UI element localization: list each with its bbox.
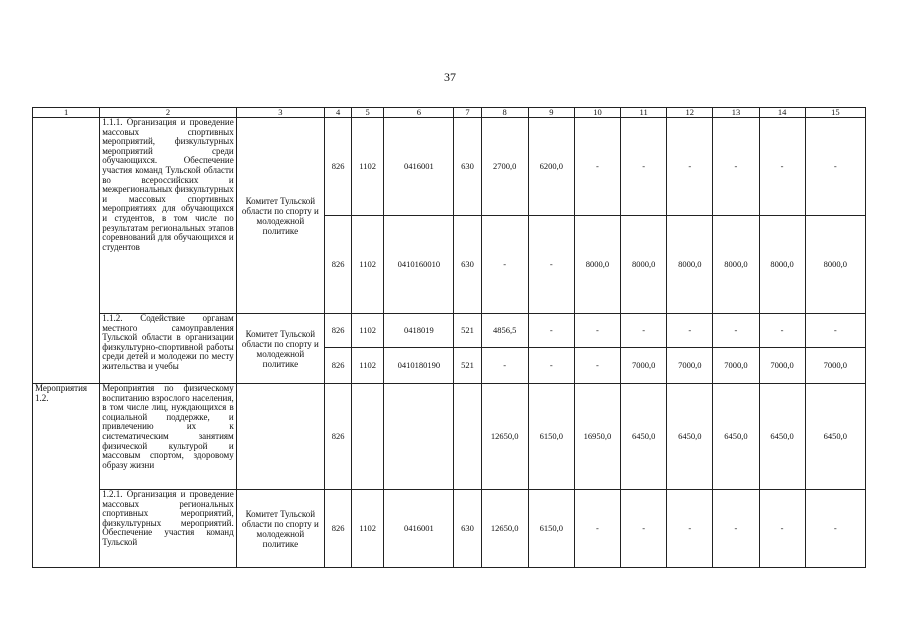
value-cell: 6450,0 bbox=[713, 384, 759, 490]
activity-description: 1.1.2. Содействие органам местного самоуправления Тульской области в организации физкультурно-спортивной работы среди детей и молодежи по месту жительства и учебы bbox=[100, 314, 236, 384]
empty-cell bbox=[33, 118, 100, 384]
value-cell bbox=[384, 384, 454, 490]
value-cell: 826 bbox=[325, 216, 352, 314]
value-cell: 8000,0 bbox=[667, 216, 713, 314]
value-cell: 6450,0 bbox=[667, 384, 713, 490]
value-cell: 826 bbox=[325, 348, 352, 384]
value-cell: 0410160010 bbox=[384, 216, 454, 314]
value-cell: - bbox=[667, 118, 713, 216]
activity-description: Мероприятия по физическому воспитанию взрослого населения, в том числе лиц, нуждающихся в социальной поддержке, и привлечению их к систематическим занятиям физической культурой и массовым спортом, здоровому образу жизни bbox=[100, 384, 236, 490]
header-cell: 7 bbox=[454, 108, 481, 118]
value-cell: 1102 bbox=[352, 216, 384, 314]
header-cell: 3 bbox=[236, 108, 324, 118]
budget-table bbox=[32, 107, 866, 568]
value-cell: 16950,0 bbox=[574, 384, 620, 490]
table-row bbox=[33, 314, 866, 348]
value-cell: - bbox=[667, 490, 713, 568]
value-cell: 8000,0 bbox=[805, 216, 865, 314]
value-cell: 12650,0 bbox=[481, 490, 528, 568]
value-cell: 8000,0 bbox=[713, 216, 759, 314]
value-cell: 8000,0 bbox=[574, 216, 620, 314]
value-cell: 6200,0 bbox=[528, 118, 574, 216]
value-cell: 2700,0 bbox=[481, 118, 528, 216]
value-cell: 8000,0 bbox=[621, 216, 667, 314]
value-cell: - bbox=[481, 348, 528, 384]
value-cell: 521 bbox=[454, 314, 481, 348]
value-cell: 0416001 bbox=[384, 490, 454, 568]
value-cell: - bbox=[805, 490, 865, 568]
value-cell bbox=[352, 384, 384, 490]
value-cell: 6450,0 bbox=[759, 384, 805, 490]
header-cell: 6 bbox=[384, 108, 454, 118]
header-cell: 12 bbox=[667, 108, 713, 118]
value-cell: 1102 bbox=[352, 118, 384, 216]
value-cell: - bbox=[481, 216, 528, 314]
value-cell: - bbox=[713, 118, 759, 216]
value-cell: 7000,0 bbox=[759, 348, 805, 384]
value-cell: 12650,0 bbox=[481, 384, 528, 490]
table-row bbox=[33, 118, 866, 216]
value-cell: 7000,0 bbox=[805, 348, 865, 384]
value-cell: - bbox=[667, 314, 713, 348]
value-cell: - bbox=[621, 118, 667, 216]
value-cell: 8000,0 bbox=[759, 216, 805, 314]
group-label: Мероприятия 1.2. bbox=[33, 384, 100, 568]
value-cell: 630 bbox=[454, 118, 481, 216]
table-row bbox=[33, 490, 866, 568]
value-cell: 7000,0 bbox=[621, 348, 667, 384]
value-cell: 630 bbox=[454, 490, 481, 568]
value-cell: 7000,0 bbox=[713, 348, 759, 384]
header-cell: 15 bbox=[805, 108, 865, 118]
value-cell: - bbox=[713, 490, 759, 568]
header-cell: 14 bbox=[759, 108, 805, 118]
value-cell: 0410180190 bbox=[384, 348, 454, 384]
responsible-org: Комитет Тульской области по спорту и молодежной политике bbox=[236, 490, 324, 568]
value-cell: - bbox=[528, 348, 574, 384]
value-cell: 1102 bbox=[352, 348, 384, 384]
value-cell: - bbox=[713, 314, 759, 348]
value-cell: 1102 bbox=[352, 314, 384, 348]
header-cell: 2 bbox=[100, 108, 236, 118]
value-cell: 630 bbox=[454, 216, 481, 314]
value-cell: 826 bbox=[325, 314, 352, 348]
header-row bbox=[33, 108, 866, 118]
value-cell: - bbox=[759, 490, 805, 568]
header-cell: 9 bbox=[528, 108, 574, 118]
value-cell: 521 bbox=[454, 348, 481, 384]
value-cell: 6450,0 bbox=[621, 384, 667, 490]
header-cell: 1 bbox=[33, 108, 100, 118]
value-cell: 826 bbox=[325, 384, 352, 490]
header-cell: 4 bbox=[325, 108, 352, 118]
value-cell bbox=[454, 384, 481, 490]
value-cell: 826 bbox=[325, 490, 352, 568]
responsible-org: Комитет Тульской области по спорту и молодежной политике bbox=[236, 314, 324, 384]
header-cell: 8 bbox=[481, 108, 528, 118]
table-row bbox=[33, 384, 866, 490]
value-cell: - bbox=[805, 118, 865, 216]
page-number: 37 bbox=[444, 70, 456, 84]
value-cell: 7000,0 bbox=[667, 348, 713, 384]
header-cell: 13 bbox=[713, 108, 759, 118]
header-cell: 11 bbox=[621, 108, 667, 118]
value-cell: - bbox=[805, 314, 865, 348]
value-cell: 4856,5 bbox=[481, 314, 528, 348]
value-cell: 0418019 bbox=[384, 314, 454, 348]
header-cell: 5 bbox=[352, 108, 384, 118]
value-cell: - bbox=[759, 118, 805, 216]
value-cell: - bbox=[574, 348, 620, 384]
value-cell: - bbox=[574, 314, 620, 348]
value-cell: - bbox=[621, 490, 667, 568]
value-cell: - bbox=[528, 314, 574, 348]
empty-cell bbox=[236, 384, 324, 490]
value-cell: - bbox=[759, 314, 805, 348]
activity-description: 1.1.1. Организация и проведение массовых спортивных мероприятий, физкультурных мероприятий среди обучающихся. Обеспечение участия команд Тульской области во всероссийских и межрегиональных физкультурных и массовых спортивных мероприятиях для обучающихся и студентов, в том числе по результатам региональных этапов соревнований для обучающихся и студентов bbox=[100, 118, 236, 314]
value-cell: 6150,0 bbox=[528, 384, 574, 490]
value-cell: - bbox=[528, 216, 574, 314]
responsible-org: Комитет Тульской области по спорту и молодежной политике bbox=[236, 118, 324, 314]
value-cell: - bbox=[574, 490, 620, 568]
value-cell: 826 bbox=[325, 118, 352, 216]
value-cell: 6150,0 bbox=[528, 490, 574, 568]
header-cell: 10 bbox=[574, 108, 620, 118]
value-cell: - bbox=[574, 118, 620, 216]
value-cell: - bbox=[621, 314, 667, 348]
value-cell: 1102 bbox=[352, 490, 384, 568]
value-cell: 0416001 bbox=[384, 118, 454, 216]
activity-description: 1.2.1. Организация и проведение массовых региональных спортивных мероприятий, физкультурных мероприятий. Обеспечение участия команд Тульской bbox=[100, 490, 236, 568]
value-cell: 6450,0 bbox=[805, 384, 865, 490]
